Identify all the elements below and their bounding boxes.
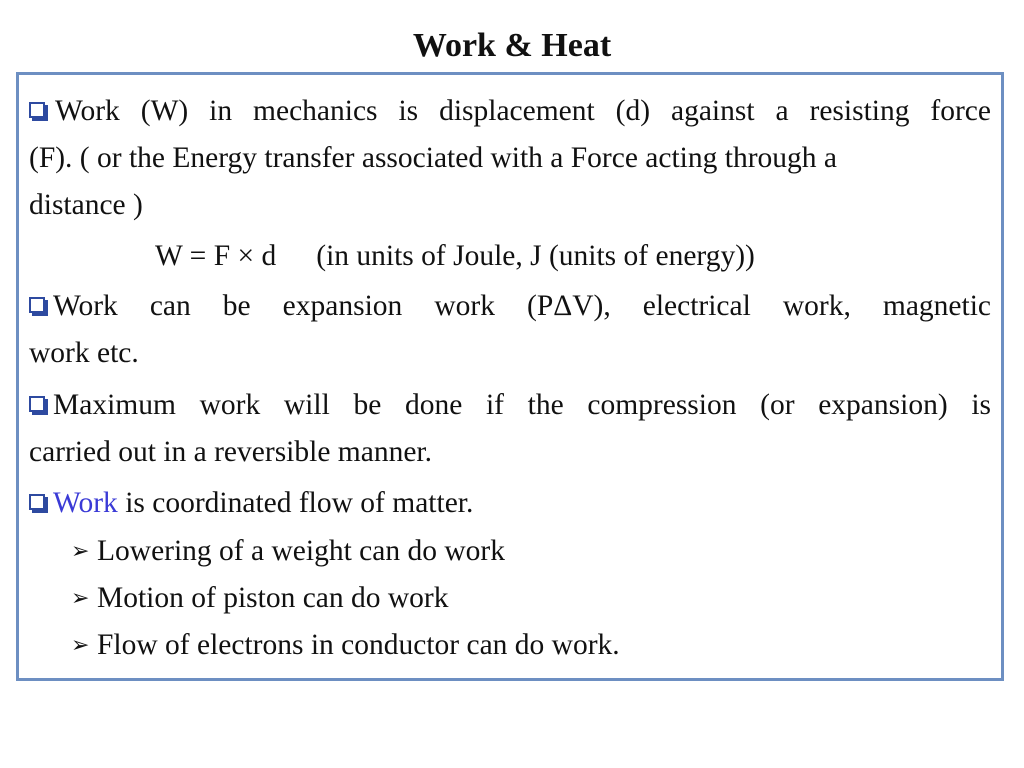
slide-title: Work & Heat bbox=[412, 27, 612, 64]
paragraph-line: is coordinated flow of matter. bbox=[117, 487, 474, 519]
arrow-bullet-icon: ➢ bbox=[71, 585, 90, 610]
arrow-bullet-icon: ➢ bbox=[71, 632, 90, 657]
formula-equation: W = F × d bbox=[155, 240, 277, 272]
paragraph-maximum-work bbox=[29, 382, 991, 476]
checkbox-bullet-icon bbox=[29, 297, 45, 313]
paragraph-line: Work can be expansion work (PΔV), electrical work, magnetic bbox=[53, 290, 991, 322]
paragraph-line: distance ) bbox=[29, 189, 143, 221]
checkbox-bullet-icon bbox=[29, 494, 45, 510]
paragraph-coordinated-flow bbox=[29, 480, 991, 527]
checkbox-bullet-icon bbox=[29, 102, 45, 118]
sub-list-item: ➢ Lowering of a weight can do work bbox=[71, 527, 505, 575]
work-highlight: Work bbox=[53, 487, 118, 519]
work-formula bbox=[155, 233, 755, 280]
formula-units: (in units of Joule, J (units of energy)) bbox=[316, 240, 755, 272]
paragraph-line: work etc. bbox=[29, 337, 139, 369]
paragraph-work-types bbox=[29, 283, 991, 377]
content-box bbox=[16, 72, 1004, 681]
arrow-bullet-icon: ➢ bbox=[71, 538, 90, 563]
paragraph-line: carried out in a reversible manner. bbox=[29, 436, 432, 468]
sub-list-item: ➢ Flow of electrons in conductor can do work. bbox=[71, 621, 620, 669]
paragraph-line: Work (W) in mechanics is displacement (d) against a resisting force bbox=[55, 95, 991, 127]
paragraph-line: Maximum work will be done if the compression (or expansion) is bbox=[53, 389, 991, 421]
paragraph-work-definition bbox=[29, 88, 991, 229]
checkbox-bullet-icon bbox=[29, 396, 45, 412]
paragraph-line: (F). ( or the Energy transfer associated with a Force acting through a bbox=[29, 142, 837, 174]
sub-list-item: ➢ Motion of piston can do work bbox=[71, 574, 449, 622]
